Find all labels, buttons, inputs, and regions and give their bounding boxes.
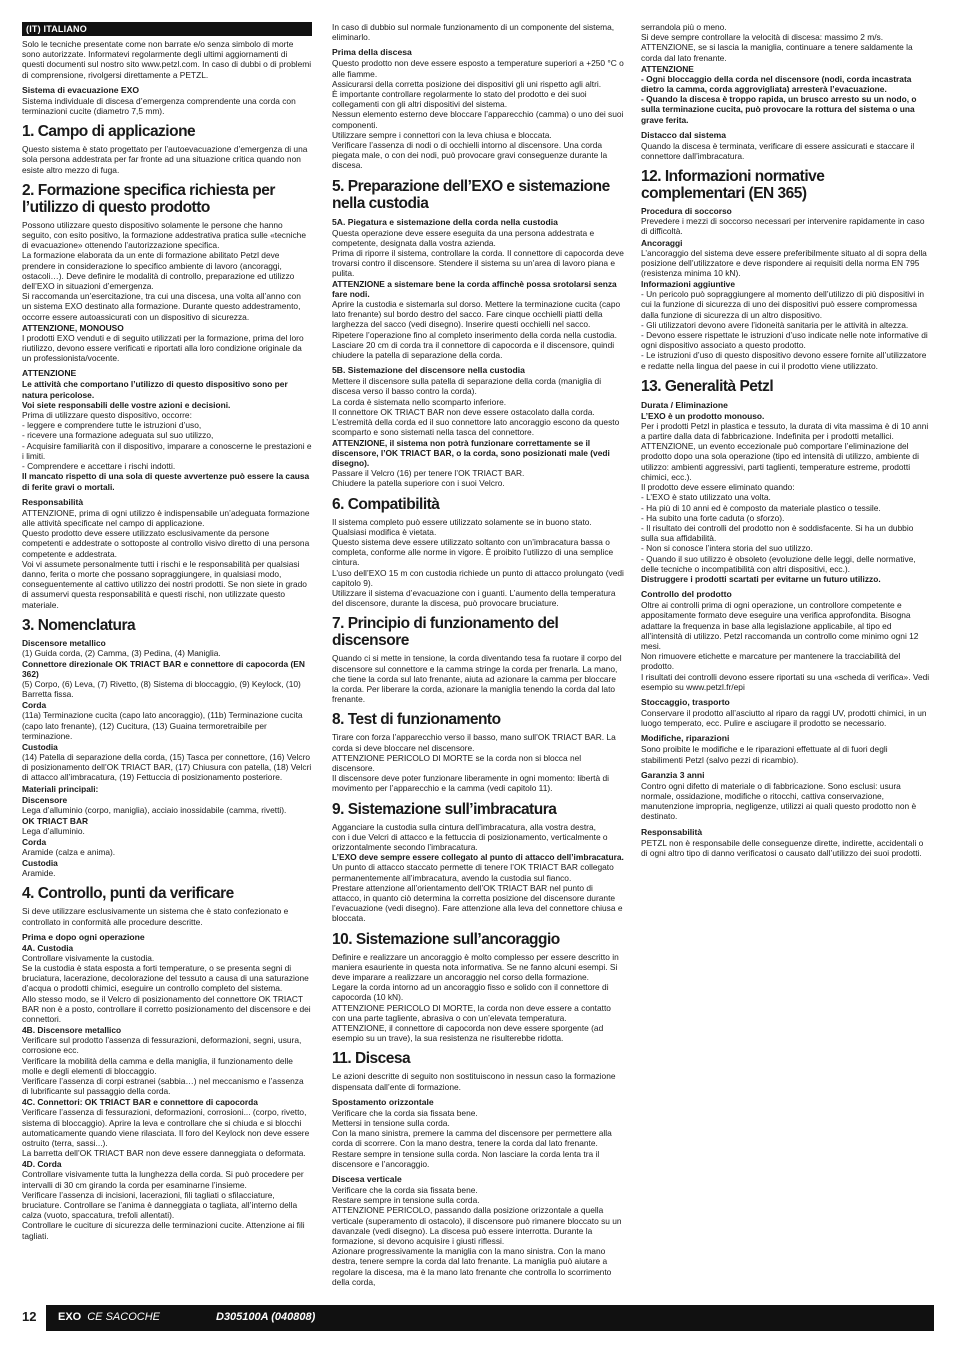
body-paragraph: L’ancoraggio del sistema deve essere preferibilmente situato al di sopra della posizione dell’utilizzatore e deve rispondere ai requisiti della norma EN 795 (resistenza minima 10 kN). xyxy=(641,247,927,279)
label-heading: Corda xyxy=(22,700,47,711)
body-paragraph: Definire e realizzare un ancoraggio è molto complesso per essere descritto in maniera esauriente in questa nota informativa. Se ne fanno alcuni esempi. Si deve imparare a realizzare un ancoraggio nel corso della formazione. Legare la corda intorno ad un ancoraggio fisso e solido con il connettore di capocorda (10 kN). ATTENZIONE PERICOLO DI MORTE, la corda non deve essere a contatto con una parte tagliente, abrasiva o con un’elevata temperatura. ATTENZIONE, il connettore di capocorda non deve essere sporgente (ad esempio su un trave), la sua resistenza ne risulterebbe ridotta. xyxy=(332,951,619,1044)
language-tag: (IT) ITALIANO xyxy=(22,22,312,36)
column-middle xyxy=(332,22,624,1287)
label-heading: Custodia xyxy=(22,858,58,869)
column-right xyxy=(641,22,931,858)
section-heading: 13. Generalità Petzl xyxy=(641,377,774,395)
body-paragraph: Il sistema completo può essere utilizzato solamente se in buono stato. Qualsiasi modifica è vietata. Questo sistema deve essere utilizzato soltanto con un’imbracatura bassa o completa, conforme alle norme in vigore. È proibito l’utilizzo di una semplice cintura. L’uso dell’EXO 15 m con custodia richiede un punto di attacco prolungato (vedi capitolo 9). Utilizzare il sistema d’evacuazione con i guanti. L’aumento della temperatura del discensore, durante la discesa, può provocare bruciature. xyxy=(332,516,624,609)
label-heading: Ancoraggi xyxy=(641,237,683,248)
footer-product xyxy=(58,1311,160,1323)
section-heading: 3. Nomenclatura xyxy=(22,616,136,634)
subsection-heading: Spostamento orizzontale xyxy=(332,1096,434,1107)
body-paragraph: Sono proibite le modifiche e le riparazioni effettuate al di fuori degli stabilimenti Petzl (salvo pezzi di ricambio). xyxy=(641,744,888,765)
body-paragraph: Questo prodotto non deve essere esposto a temperature superiori a +250 °C o alle fiamme. Assicurarsi della corretta posizione dei dispositivi gli uni rispetto agli altri. È importante controllare regolarmente lo stato del prodotto e dei suoi collegamenti con gli altri dispositivi del sistema. Nessun elemento esterno deve bloccare l’apparecchio (camma) o uno dei suoi componenti. Utilizzare sempre i connettori con la leva chiusa e bloccata. Verificare l’assenza di nodi o di occhielli intorno al discensore. Una corda piegata male, o con dei nodi, può provocare gravi conseguenze durante la discesa. xyxy=(332,58,624,171)
body-paragraph: I prodotti EXO venduti e di seguito utilizzati per la formazione, prima del loro riutilizzo, devono essere verificati e riportati alla loro condizione originale da un professionista/vocente. xyxy=(22,332,304,364)
section-heading: 11. Discesa xyxy=(332,1050,411,1068)
body-paragraph: Quando la discesa è terminata, verificare di essere assicurati e staccare il connettore dall’imbracatura. xyxy=(641,140,915,162)
label-heading: L’EXO è un prodotto monouso. xyxy=(641,410,765,421)
subsection-heading: Prima e dopo ogni operazione xyxy=(22,931,145,942)
subsection-heading: Responsabilità xyxy=(22,496,84,507)
body-paragraph: - Un pericolo può sopraggiungere al momento dell’utilizzo di più dispositivi in cui la funzione di sicurezza di uno dei dispositivi può essere compromessa dalla funzione di sicurezza di un altro dispositivo. - Gli utilizzatori devono avere l’idoneità sanitaria per le attività in altezza. - Devono essere rispettate le istruzioni d’uso indicate nelle note informative di ogni dispositivo associato a questo prodotto. - Le istruzioni d’uso di questo dispositivo devono essere fornite all’utilizzatore e redatte nella lingua del paese in cui il prodotto viene utilizzato. xyxy=(641,289,928,371)
body-paragraph: Verificare l’assenza di fessurazioni, deformazioni, corrosioni... (corpo, rivetto, sistema di bloccaggio). Aprire la leva e controllare che si chiuda e si blocchi automaticamente quando viene rilasciata. Il foro del Keylock non deve essere ostruito (terra, sassi...). La barretta dell’OK TRIACT BAR non deve essere danneggiata o deformata. xyxy=(22,1107,310,1159)
body-paragraph: Lega d’alluminio (corpo, maniglia), acciaio inossidabile (camma, rivetti). xyxy=(22,804,287,815)
subsection-heading: 5A. Piegatura e sistemazione della corda nella custodia xyxy=(332,216,558,227)
subsection-heading: Stoccaggio, trasporto xyxy=(641,696,730,707)
label-heading: Custodia xyxy=(22,741,58,752)
product-name: EXO xyxy=(58,1311,82,1323)
subsection-heading: ATTENZIONE xyxy=(22,368,77,379)
label-heading: OK TRIACT BAR xyxy=(22,815,89,826)
body-paragraph: serrandola più o meno. Si deve sempre controllare la velocità di discesa: massimo 2 m/s. ATTENZIONE, se si lascia la maniglia, continuare a tenere saldamente la corda dal lato frenante. xyxy=(641,22,913,63)
label-heading: ATTENZIONE, MONOUSO xyxy=(22,322,124,333)
body-paragraph: Contro ogni difetto di materiale o di fabbricazione. Sono esclusi: usura normale, ossidazione, modifiche o ritocchi, cattiva conservazione, manutenzione impropria, negligenze, utilizzi ai quali questo prodotto non è destinato. xyxy=(641,780,917,822)
section-heading: 6. Compatibilità xyxy=(332,495,440,513)
warning-paragraph: ATTENZIONE a sistemare bene la corda affinchè possa srotolarsi senza fare nodi. xyxy=(332,278,617,299)
body-paragraph: Controllare visivamente tutta la lunghezza della corda. Si può procedere per intervalli di 30 cm girando la corda per esaminarne l’insieme. Verificare l’assenza di incisioni, lacerazioni, fili tagliati o sfilacciature, bruciature. Controllare se l’anima è danneggiata o tagliata, all’interno della calza (vuoto, spaccatura, trefoli allentati). Controllare le cuciture di sicurezza delle terminazioni cucite. Attenzione ai fili tagliati. xyxy=(22,1169,305,1241)
body-paragraph: PETZL non è responsabile delle conseguenze dirette, indirette, accidentali o di ogni altro tipo di danno verificatosi o causato dall’utilizzo dei suoi prodotti. xyxy=(641,837,924,858)
warning-paragraph: Distruggere i prodotti scartati per evitarne un futuro utilizzo. xyxy=(641,573,881,584)
label-heading: 4B. Discensore metallico xyxy=(22,1025,122,1036)
column-left-content xyxy=(22,39,312,1241)
footer-bar xyxy=(46,1305,934,1331)
subsection-heading: Durata / Eliminazione xyxy=(641,399,728,410)
subsection-heading: 5B. Sistemazione del discensore nella custodia xyxy=(332,365,525,376)
section-heading: 5. Preparazione dell’EXO e sistemazione nella custodia xyxy=(332,177,610,212)
body-paragraph: Sistema individuale di discesa d’emergenza comprendente una corda con terminazioni cucite (diametro 7,5 mm). xyxy=(22,95,296,117)
body-paragraph: Prima di utilizzare questo dispositivo, occorre: - leggere e comprendere tutte le istruzioni d’uso, - ricevere una formazione adeguata sul suo utilizzo, - Acquisire familiarità con il dispositivo, imparare a conoscerne le prestazioni e i limiti. - Comprendere e accettare i rischi indotti. xyxy=(22,410,312,472)
label-heading: Procedura di soccorso xyxy=(641,206,732,217)
label-heading: Corda xyxy=(22,836,47,847)
body-paragraph: (11a) Terminazione cucita (capo lato ancoraggio), (11b) Terminazione cucita (capo lato frenante), (12) Cucitura, (13) Guaina termoretraibile per terminazione. xyxy=(22,710,303,741)
body-paragraph: Solo le tecniche presentate come non barrate e/o senza simbolo di morte sono autorizzate. Informatevi regolarmente degli ultimi aggiornamenti di questi documenti sul nostro sito www.petzl.com. In caso di dubbi o di problemi di comprensione, rivolgersi direttamente a PETZL. xyxy=(22,39,312,80)
section-heading: 10. Sistemazione sull’ancoraggio xyxy=(332,930,560,948)
label-heading: Informazioni aggiuntive xyxy=(641,279,735,290)
page-number: 12 xyxy=(22,1309,37,1324)
document-reference: D305100A (040808) xyxy=(216,1311,316,1323)
body-paragraph: Mettere il discensore sulla patella di separazione della corda (maniglia di discesa verso il basso contro la corda). La corda è sistemata nello scomparto inferiore. Il connettore OK TRIACT BAR non deve essere ostacolato dalla corda. L’estremità della corda ed il suo connettore lato ancoraggio escono da questo scomparto e sono sistemati nella tasca del connettore. xyxy=(332,376,620,438)
subsection-heading: Sistema di evacuazione EXO xyxy=(22,84,140,95)
body-paragraph: Tirare con forza l’apparecchio verso il basso, mano sull’OK TRIACT BAR. La corda si deve bloccare nel discensore. ATTENZIONE PERICOLO DI MORTE se la corda non si blocca nel discensore. Il discensore deve poter funzionare liberamente in ogni momento: libertà di movimento per l’apparecchio e la camma (vedi capitolo 11). xyxy=(332,732,616,794)
column-left xyxy=(22,22,312,1241)
label-heading: Discensore metallico xyxy=(22,637,106,648)
label-heading: ATTENZIONE xyxy=(641,63,694,74)
warning-paragraph: ATTENZIONE, il sistema non potrà funzionare correttamente se il discensore, l’OK TRIACT BAR, o la corda, sono posizionati male (vedi disegno). xyxy=(332,437,610,468)
body-paragraph: Agganciare la custodia sulla cintura dell’imbracatura, alla vostra destra, con i due Velcri di attacco e la fettuccia di posizionamento, verticalmente o orizzontalmente secondo l’imbracatura. xyxy=(332,821,608,852)
body-paragraph: Aramide. xyxy=(22,868,56,879)
body-paragraph: Questo sistema è stato progettato per l’autoevacuazione d’emergenza di una sola persona addestrata per far fronte ad una situazione critica quando non esiste altro mezzo di fuga. xyxy=(22,144,308,175)
body-paragraph: Controllare visivamente la custodia. Se la custodia è stata esposta a forti temperature, o se presenta segni di bruciatura, lacerazione, decolorazione del tessuto a causa di una saturazione d’acqua o prodotti chimici, eseguire un controllo completo del sistema. Allo stesso modo, se il Velcro di posizionamento del connettore OK TRIACT BAR non è a posto, controllare il corretto posizionamento del discensore e dei connettori. xyxy=(22,952,311,1024)
section-heading: 12. Informazioni normative complementari (EN 365) xyxy=(641,168,825,203)
body-paragraph: Un punto di attacco staccato permette di tenere l’OK TRIACT BAR collegato permanentemente all’imbracatura, avendo la custodia sul fianco. Prestare attenzione all’orientamento dell’OK TRIACT BAR nel punto di attacco, in quanto ciò determina la corretta posizione del discensore durante l’evacuazione (vedi disegno). Fare attenzione alla leva del connettore chiusa e bloccata. xyxy=(332,862,623,924)
body-paragraph: Lega d’alluminio. xyxy=(22,825,85,836)
body-paragraph: In caso di dubbio sul normale funzionamento di un componente del sistema, eliminarlo. xyxy=(332,22,615,43)
body-paragraph: (5) Corpo, (6) Leva, (7) Rivetto, (8) Sistema di bloccaggio, (9) Keylock, (10) Barretta fissa. xyxy=(22,678,301,700)
warning-paragraph: Le attività che comportano l’utilizzo di questo dispositivo sono per natura pericolose. Voi siete responsabili delle vostre azioni e decisioni. xyxy=(22,379,288,410)
body-paragraph: Verificare che la corda sia fissata bene. Restare sempre in tensione sulla corda. ATTENZIONE PERICOLO, passando dalla posizione orizzontale a quella verticale (superamento di ostacolo), il discensore può rimanere bloccato su un davanzale (vedi disegno). La discesa può essere interrotta. Durante la formazione, si devono acquisire i giusti riflessi. Azionare progressivamente la maniglia con la mano sinistra. Con la mano destra, tenere sempre la corda dal lato frenante. La maniglia può aiutare a regolare la discesa, ma è la mano lato frenante che controlla lo scorrimento della corda, xyxy=(332,1185,622,1287)
section-heading: 1. Campo di applicazione xyxy=(22,123,196,141)
section-heading: 4. Controllo, punti da verificare xyxy=(22,885,234,903)
body-paragraph: Prevedere i mezzi di soccorso necessari per intervenire rapidamente in caso di difficoltà. xyxy=(641,216,925,237)
subsection-heading: Garanzia 3 anni xyxy=(641,769,705,780)
section-heading: 2. Formazione specifica richiesta per l’utilizzo di questo prodotto xyxy=(22,181,275,216)
body-paragraph: Verificare sul prodotto l’assenza di fessurazioni, deformazioni, segni, usura, corrosione ecc. Verificare la mobilità della camma e della maniglia, il funzionamento delle molle e degli elementi di bloccaggio. Verificare l’assenza di corpi estranei (sabbia…) nel meccanismo e l’assenza di lubrificante sul passaggio della corda. xyxy=(22,1035,304,1097)
subsection-heading: Responsabilità xyxy=(641,826,703,837)
body-paragraph: Per i prodotti Petzl in plastica e tessuto, la durata di vita massima è di 10 anni a partire dalla data di fabbricazione. Indefinita per i prodotti metallici. ATTENZIONE, un evento eccezionale può comportare l’eliminazione del prodotto dopo una sola operazione (tipo ed intensità di utilizzo, ambiente di utilizzo: ambienti aggressivi, parti taglienti, temperature estreme, prodotti chimici, ecc.). Il prodotto deve essere eliminato quando: - L’EXO è stato utilizzato una volta. - Ha più di 10 anni ed è composto da materiale plastico o tessile. - Ha subito una forte caduta (o sforzo). - Il risultato dei controlli del prodotto non è soddisfacente. Si ha un dubbio sulla sua affidabilità. - Non si conosce l’intera storia del suo utilizzo. - Quando il suo utilizzo è obsoleto (evoluzione delle leggi, delle normative, delle tecniche o incompatibilità con altri dispositivi, ecc.). xyxy=(641,420,929,574)
body-paragraph: Questa operazione deve essere eseguita da una persona addestrata e competente, designata dalla vostra azienda. Prima di riporre il sistema, controllare la corda. Il connettore di capocorda deve trovarsi contro il discensore. Stendere il sistema su un’area di lavoro piana e pulita. xyxy=(332,227,624,279)
subsection-heading: Distacco dal sistema xyxy=(641,129,727,140)
warning-paragraph: Il mancato rispetto di una sola di queste avvertenze può essere la causa di ferite gravi o mortali. xyxy=(22,471,310,492)
body-paragraph: Conservare il prodotto all’asciutto al riparo da raggi UV, prodotti chimici, in un luogo temperato, ecc. Pulire e asciugare il prodotto se necessario. xyxy=(641,707,927,729)
label-heading: 4A. Custodia xyxy=(22,942,74,953)
warning-paragraph: L’EXO deve sempre essere collegato al punto di attacco dell’imbracatura. xyxy=(332,852,624,863)
section-heading: 7. Principio di funzionamento del discensore xyxy=(332,615,559,650)
product-subtitle: CE SACOCHE xyxy=(87,1311,160,1323)
body-paragraph: Quando ci si mette in tensione, la corda diventando tesa fa ruotare il corpo del discensore sul connettore e la camma stringe la corda per frenarla. La mano, che tiene la corda sul lato frenante, aiuta ad azionare la camma per bloccare la corda. Per liberare la corda, azionare la maniglia tenendo la corda dal lato frenante. xyxy=(332,653,622,705)
body-paragraph: ATTENZIONE, prima di ogni utilizzo è indispensabile un’adeguata formazione alle attività specificate nel campo di applicazione. Questo prodotto deve essere utilizzato esclusivamente da persone competenti e addestrate o sottoposte al controllo visivo diretto di una persona competente e addestrata. Voi vi assumete personalmente tutti i rischi e le responsabilità per qualsiasi danno, ferita o morte che possano sopraggiungere, in qualsiasi modo, conseguentemente al cattivo utilizzo dei nostri prodotti. Se non siete in grado di assumervi questa responsabilità e questi rischi, non utilizzate questo materiale. xyxy=(22,507,310,610)
subsection-heading: Prima della discesa xyxy=(332,47,412,58)
section-heading: 8. Test di funzionamento xyxy=(332,711,501,729)
body-paragraph: Aramide (calza e anima). xyxy=(22,846,116,857)
body-paragraph: (1) Guida corda, (2) Camma, (3) Pedina, (4) Maniglia. xyxy=(22,647,221,658)
body-paragraph: Possono utilizzare questo dispositivo solamente le persone che hanno seguito, con esito positivo, la formazione addestrativa pratica sulle «tecniche di evacuazione» ottenendo l’autorizzazione specifica. La formazione elaborata da un ente di formazione abilitato Petzl deve prendere in considerazione lo specifico ambiente di lavoro (ancoraggi, ostacoli…). Deve definire le modalità di controllo, preparazione ed utilizzo dell’EXO in situazioni d’emergenza. Si raccomanda un’esercitazione, tra cui una discesa, una volta all’anno con un sistema EXO destinato alla formazione. Durante questo addestramento, occorre essere autoassicurati con un dispositivo di sicurezza. xyxy=(22,219,306,322)
body-paragraph: (14) Patella di separazione della corda, (15) Tasca per connettore, (16) Velcro di posizionamento dell’OK TRIACT BAR, (17) Chiusura con patella, (18) Velcri di attacco all’imbracatura, (19) Fettuccia di posizionamento posteriore. xyxy=(22,751,312,783)
label-heading: Materiali principali: xyxy=(22,783,99,794)
section-heading: 9. Sistemazione sull’imbracatura xyxy=(332,800,557,818)
body-paragraph: Le azioni descritte di seguito non sostituiscono in nessun caso la formazione dispensata dall’ente di formazione. xyxy=(332,1071,616,1092)
label-heading: Discensore xyxy=(22,794,68,805)
subsection-heading: Modifiche, riparazioni xyxy=(641,733,730,744)
page-footer xyxy=(22,1305,934,1331)
body-paragraph: Oltre ai controlli prima di ogni operazione, un controllore competente e appositamente formato deve eseguire una verifica approfondita. Bisogna adattare la frequenza in base alla legislazione applicabile, al tipo ed all’intensità di utilizzo. Petzl raccomanda un controllo come minimo ogni 12 mesi. Non rimuovere etichette e marcature per mantenere la tracciabilità del prodotto. I risultati dei controlli devono essere riportati su una «scheda di verifica». Vedi esempio su www.petzl.fr/epi xyxy=(641,600,930,692)
subsection-heading: Controllo del prodotto xyxy=(641,589,732,600)
label-heading: 4C. Connettori: OK TRIACT BAR e connettore di capocorda xyxy=(22,1097,258,1108)
body-paragraph: Passare il Velcro (16) per tenere l’OK TRIACT BAR. Chiudere la patella superiore con i suoi Velcro. xyxy=(332,468,525,489)
label-heading: Connettore direzionale OK TRIACT BAR e connettore di capocorda (EN 362) xyxy=(22,658,305,679)
body-paragraph: Aprire la custodia e sistemarla sul dorso. Mettere la terminazione cucita (capo lato frenante) sul bordo destro del sacco. Fare cinque occhielli piatti della larghezza del sacco (vedi disegno). Inserire questi occhielli nel sacco. Ripetere l’operazione fino al completo inserimento della corda nella custodia. Lasciare 20 cm di corda tra il connettore di capocorda e il discensore, quindi chiudere la patella di separazione della corda. xyxy=(332,299,621,361)
warning-paragraph: - Ogni bloccaggio della corda nel discensore (nodi, corda incastrata dietro la camma, corda aggrovigliata) arresterà l’evacuazione. - Quando la discesa è troppo rapida, un brusco arresto su un nodo, o sulla terminazione cucita, può provocare la rottura del sistema o una grave ferita. xyxy=(641,73,917,125)
label-heading: 4D. Corda xyxy=(22,1159,62,1170)
subsection-heading: Discesa verticale xyxy=(332,1174,402,1185)
body-paragraph: Si deve utilizzare esclusivamente un sistema che è stato confezionato e controllato in conformità alle procedure descritte. xyxy=(22,906,289,927)
body-paragraph: Verificare che la corda sia fissata bene. Mettersi in tensione sulla corda. Con la mano sinistra, premere la camma del discensore per permettere alla corda di scorrere. Con la mano destra, tenere la corda dal lato frenante. Restare sempre in tensione sulla corda. Non lasciare la corda lenta tra il discensore e l’ancoraggio. xyxy=(332,1107,612,1169)
